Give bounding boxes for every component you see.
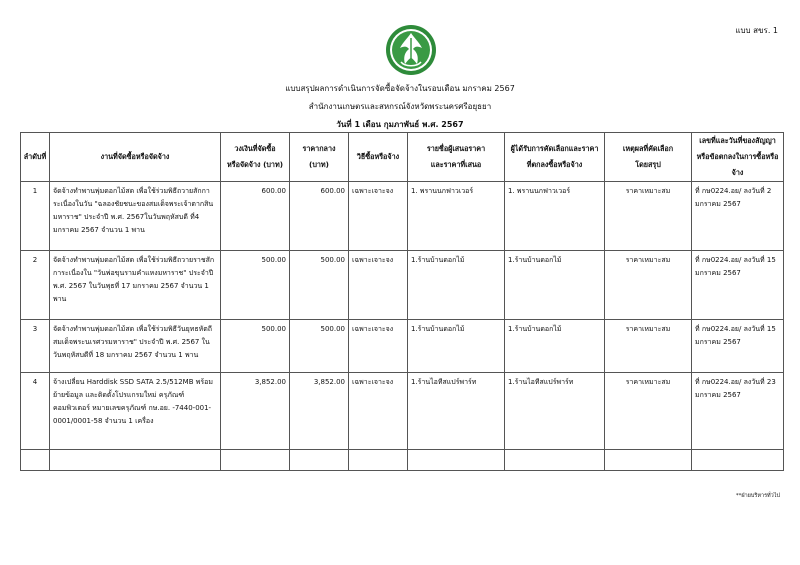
col-header-contract: เลขที่และวันที่ของสัญญา หรือข้อตกลงในการซื้อหรือจ้าง xyxy=(692,133,784,182)
cell-reason: ราคาเหมาะสม xyxy=(605,373,692,450)
col-header-work: งานที่จัดซื้อหรือจัดจ้าง xyxy=(50,133,221,182)
table-header-row xyxy=(21,133,784,182)
cell-bidders: 1.ร้านบ้านดอกไม้ xyxy=(408,320,505,373)
cell-budget: 500.00 xyxy=(221,251,290,320)
cell-no: 1 xyxy=(21,182,50,251)
cell-method: เฉพาะเจาะจง xyxy=(349,320,408,373)
cell-median: 600.00 xyxy=(290,182,349,251)
cell-budget: 3,852.00 xyxy=(221,373,290,450)
cell-budget: 500.00 xyxy=(221,320,290,373)
cell-median: 500.00 xyxy=(290,251,349,320)
document-date: วันที่ 1 เดือน กุมภาพันธ์ พ.ศ. 2567 xyxy=(336,120,464,129)
cell-bidders: 1. พรานนกฟาวเวอร์ xyxy=(408,182,505,251)
cell-contract: ที่ กษ0224.อย/ ลงวันที่ 15 มกราคม 2567 xyxy=(692,320,784,373)
col-header-budget: วงเงินที่จัดซื้อ หรือจัดจ้าง (บาท) xyxy=(221,133,290,182)
table-row xyxy=(21,373,784,450)
cell-work: จัดจ้างทำพานพุ่มดอกไม้สด เพื่อใช้ร่วมพิธีวันยุทธหัตถีสมเด็จพระนเรศวรมหาราช" ประจำปี พ.ศ. 2567 ในวันพฤหัสบดีที่ 18 มกราคม 2567 จำนวน 1 พาน xyxy=(50,320,221,373)
office-name: สำนักงานเกษตรและสหกรณ์จังหวัดพระนครศรีอยุธยา xyxy=(308,102,492,111)
table-row xyxy=(21,320,784,373)
document-title: แบบสรุปผลการดำเนินการจัดซื้อจัดจ้างในรอบเดือน มกราคม 2567 xyxy=(285,84,515,93)
col-header-reason: เหตุผลที่คัดเลือก โดยสรุป xyxy=(605,133,692,182)
cell-reason: ราคาเหมาะสม xyxy=(605,182,692,251)
col-header-median: ราคากลาง (บาท) xyxy=(290,133,349,182)
cell-winner: 1.ร้านบ้านดอกไม้ xyxy=(505,251,605,320)
col-header-method: วิธีซื้อหรือจ้าง xyxy=(349,133,408,182)
cell-budget: 600.00 xyxy=(221,182,290,251)
table-row xyxy=(21,182,784,251)
cell-contract: ที่ กษ0224.อย/ ลงวันที่ 15 มกราคม 2567 xyxy=(692,251,784,320)
cell-winner: 1.ร้านไอทีสแปร์พาร์ท xyxy=(505,373,605,450)
cell-bidders: 1.ร้านบ้านดอกไม้ xyxy=(408,251,505,320)
cell-reason: ราคาเหมาะสม xyxy=(605,251,692,320)
footnote: **ฝ่ายบริหารทั่วไป xyxy=(735,493,780,499)
cell-work: จ้างเปลี่ยน Harddisk SSD SATA 2.5/512MB พร้อมย้ายข้อมูล และติดตั้งโปรแกรมใหม่ ครุภัณฑ์คอมพิวเตอร์ หมายเลขครุภัณฑ์ กษ.อย. -7440-001-0001/0001-58 จำนวน 1 เครื่อง xyxy=(50,373,221,450)
col-header-bidders: รายชื่อผู้เสนอราคา และราคาที่เสนอ xyxy=(408,133,505,182)
cell-contract: ที่ กษ0224.อย/ ลงวันที่ 23 มกราคม 2567 xyxy=(692,373,784,450)
cell-winner: 1.ร้านบ้านดอกไม้ xyxy=(505,320,605,373)
cell-reason: ราคาเหมาะสม xyxy=(605,320,692,373)
cell-median: 500.00 xyxy=(290,320,349,373)
table-row-empty xyxy=(21,450,784,471)
col-header-no: ลำดับที่ xyxy=(21,133,50,182)
cell-no: 2 xyxy=(21,251,50,320)
procurement-table xyxy=(20,132,784,471)
cell-method: เฉพาะเจาะจง xyxy=(349,182,408,251)
cell-no: 3 xyxy=(21,320,50,373)
cell-median: 3,852.00 xyxy=(290,373,349,450)
form-code: แบบ สขร. 1 xyxy=(735,26,778,35)
cell-method: เฉพาะเจาะจง xyxy=(349,251,408,320)
cell-method: เฉพาะเจาะจง xyxy=(349,373,408,450)
cell-contract: ที่ กษ0224.อย/ ลงวันที่ 2 มกราคม 2567 xyxy=(692,182,784,251)
col-header-winner: ผู้ได้รับการคัดเลือกและราคา ที่ตกลงซื้อหรือจ้าง xyxy=(505,133,605,182)
cell-winner: 1. พรานนกฟาวเวอร์ xyxy=(505,182,605,251)
cell-work: จัดจ้างทำพานพุ่มดอกไม้สด เพื่อใช้ร่วมพิธีถวายราชสักการะเนื่องใน "วันพ่อขุนรามคำแหงมหาราช" ประจำปี พ.ศ. 2567 ในวันพุธที่ 17 มกราคม 2567 จำนวน 1 พาน xyxy=(50,251,221,320)
cell-bidders: 1.ร้านไอทีสแปร์พาร์ท xyxy=(408,373,505,450)
cell-no: 4 xyxy=(21,373,50,450)
table-row xyxy=(21,251,784,320)
ministry-seal-icon xyxy=(385,24,437,76)
cell-work: จัดจ้างทำพานพุ่มดอกไม้สด เพื่อใช้ร่วมพิธีถวายสักการะเนื่องในวัน "ฉลองชัยชนะของสมเด็จพระเจ้าตากสินมหาราช" ประจำปี พ.ศ. 2567ในวันพฤหัสบดี ที่4 มกราคม 2567 จำนวน 1 พาน xyxy=(50,182,221,251)
